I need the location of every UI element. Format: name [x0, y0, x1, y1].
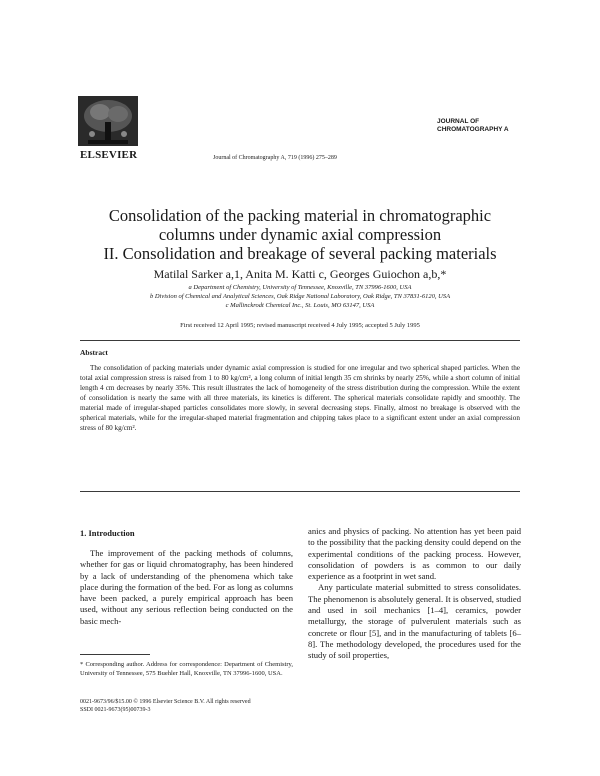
received-dates: First received 12 April 1995; revised manuscript received 4 July 1995; accepted 5 July 1995	[180, 322, 420, 329]
intro-left-column: The improvement of the packing methods of columns, whether for gas or liquid chromatography, has been hindered by a lack of understanding of the phenomena which take place during the formation of the bed. For as long as columns have been packed, a purely empirical approach has been used, without any serious reflection being conducted on the basic mech-	[80, 548, 293, 626]
copyright-block	[80, 698, 251, 714]
title-line-2: columns under dynamic axial compression	[158, 225, 442, 244]
journal-name-line1: JOURNAL OF	[437, 118, 480, 125]
corresponding-author-footnote: * Corresponding author. Address for correspondence: Department of Chemistry, University of Tennessee, 575 Buehler Hall, Knoxville, TN 37996-1600, USA.	[80, 661, 293, 677]
section-heading-introduction: 1. Introduction	[80, 528, 135, 538]
divider-top	[80, 340, 520, 341]
title-line-1: Consolidation of the packing material in chromatographic	[108, 206, 492, 225]
intro-paragraph-continued: anics and physics of packing. No attention has yet been paid to the possibility that the packing density could depend on the experimental conditions of the packing process. However, consolidation of powders is as common to our daily experience as a footprint in wet sand.	[308, 526, 521, 582]
affiliation-b: b Division of Chemical and Analytical Sciences, Oak Ridge National Laboratory, Oak Ridge, TN 37831-6120, USA	[149, 293, 451, 300]
divider-bottom	[80, 491, 520, 492]
publisher-name: ELSEVIER	[80, 149, 138, 161]
footnote-divider	[80, 654, 150, 655]
abstract-heading: Abstract	[80, 348, 108, 357]
title-line-3: II. Consolidation and breakage of several packing materials	[103, 244, 497, 263]
elsevier-tree-logo	[78, 96, 138, 152]
copyright-line: 0021-9673/96/$15.00 © 1996 Elsevier Science B.V. All rights reserved	[80, 699, 251, 705]
intro-right-column	[308, 526, 521, 662]
journal-name	[437, 118, 527, 134]
author-list: Matilal Sarker a,1, Anita M. Katti c, Georges Guiochon a,b,*	[153, 267, 447, 281]
ssdi-line: SSDI 0021-9673(95)00739-3	[80, 707, 151, 713]
affiliation-c: c Mallinckrodt Chemical Inc., St. Louis, MO 63147, USA	[225, 302, 375, 309]
journal-name-line2: CHROMATOGRAPHY A	[437, 126, 509, 133]
intro-paragraph-2: Any particulate material submitted to stress consolidates. The phenomenon is absolutely general. It is observed, studied and used in soil mechanics [1–4], ceramics, powder metallurgy, the storage of pulverulent materials such as concrete or flour [5], and in the manufacturing of tablets [6–8]. The methodology developed, the procedures used for the study of soil properties,	[308, 582, 521, 661]
affiliation-a: a Department of Chemistry, University of Tennessee, Knoxville, TN 37996-1600, USA	[188, 284, 412, 291]
journal-citation: Journal of Chromatography A, 719 (1996) 275–289	[213, 155, 337, 161]
abstract-text: The consolidation of packing materials under dynamic axial compression is studied for one irregular and two spherical shaped particles. When the total axial compression stress is raised from 1 to 80 kg/cm², a long column of initial length 35 cm shrinks by nearly 25%, while a short column of initial length 4 cm decreases by nearly 35%. This result illustrates the lack of homogeneity of the stress distribution during the compression. While the extent of consolidation is nearly the same with all three materials, its kinetics is different. The spherical materials consolidate rapidly and smoothly. The material made of irregular-shaped particles consolidates more slowly, in several decreasing steps. Finally, almost no breakage is observed with the spherical materials, while for the irregular-shaped material fragmentation and chipping takes place to a significant extent under an axial compression stress of 80 kg/cm².	[80, 364, 520, 432]
